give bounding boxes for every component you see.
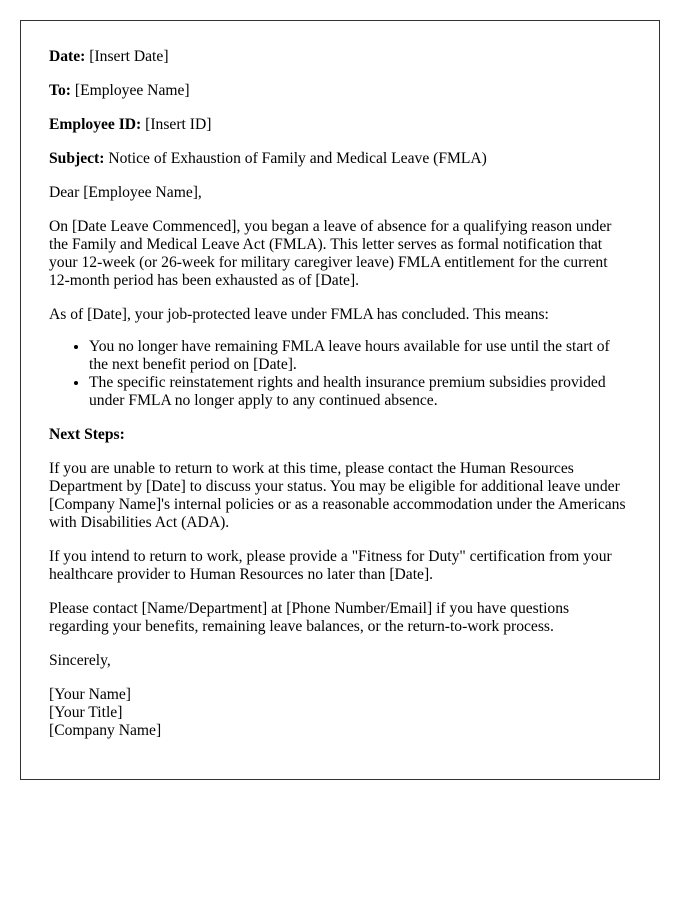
- paragraph-commencement: On [Date Leave Commenced], you began a leave of absence for a qualifying reason under the Family and Medical Leave Act (FMLA). This letter serves as formal notification that your 12-week (or 26-week for military caregiver leave) FMLA entitlement for the current 12-month period has been exhausted as of [Date].: [49, 218, 612, 289]
- list-item: • The specific reinstatement rights and health insurance premium subsidies provided under FMLA no longer apply to any continued absence.: [89, 374, 631, 410]
- employee-id-label: Employee ID:: [49, 116, 142, 133]
- signature-block: [49, 652, 631, 740]
- list-item: • You no longer have remaining FMLA leave hours available for use until the start of the next benefit period on [Date].: [89, 338, 631, 374]
- signer-title: [Your Title]: [49, 704, 123, 721]
- paragraph-contact: Please contact [Name/Department] at [Phone Number/Email] if you have questions regarding your benefits, remaining leave balances, or the return-to-work process.: [49, 600, 570, 635]
- date-value: [Insert Date]: [89, 48, 169, 65]
- subject-label: Subject:: [49, 150, 105, 167]
- subject-line: [49, 150, 631, 168]
- salutation: Dear [Employee Name],: [49, 184, 202, 201]
- date-label: Date:: [49, 48, 86, 65]
- to-value: [Employee Name]: [74, 82, 190, 99]
- signer-details: [49, 686, 631, 740]
- employee-id-line: [49, 116, 631, 134]
- signer-name: [Your Name]: [49, 686, 132, 703]
- closing: Sincerely,: [49, 652, 111, 669]
- signer-company: [Company Name]: [49, 722, 162, 739]
- letter: [20, 20, 660, 780]
- consequence-list: [49, 338, 631, 410]
- paragraph-unable-to-return: If you are unable to return to work at this time, please contact the Human Resources Department by [Date] to discuss your status. You may be eligible for additional leave under [Company Name]'s internal policies or as a reasonable accommodation under the Americans with Disabilities Act (ADA).: [49, 460, 626, 531]
- to-line: [49, 82, 631, 100]
- date-line: [49, 48, 631, 66]
- next-steps-heading: Next Steps:: [49, 426, 125, 443]
- to-label: To:: [49, 82, 71, 99]
- paragraph-concluded: As of [Date], your job-protected leave under FMLA has concluded. This means:: [49, 306, 549, 323]
- subject-value: Notice of Exhaustion of Family and Medical Leave (FMLA): [108, 150, 487, 167]
- employee-id-value: [Insert ID]: [145, 116, 212, 133]
- paragraph-fitness-for-duty: If you intend to return to work, please provide a "Fitness for Duty" certification from your healthcare provider to Human Resources no later than [Date].: [49, 548, 612, 583]
